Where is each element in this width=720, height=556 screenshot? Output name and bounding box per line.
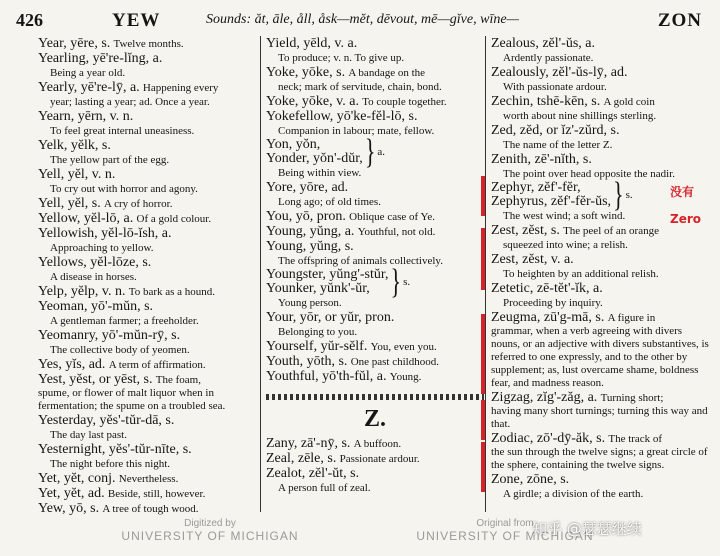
definition-continued: spume, or flower of malt liquor when in fermentation; the spume on a troubled sea. xyxy=(38,387,226,412)
dictionary-entry xyxy=(38,357,256,372)
dictionary-entry xyxy=(491,36,713,65)
dictionary-entry xyxy=(38,196,256,211)
headword: Yet, yĕt, conj. xyxy=(38,471,116,486)
dictionary-entry xyxy=(38,486,256,501)
watermark: 知乎 @瑟瑟继续 xyxy=(532,520,642,538)
headword: Yell, yĕl, s. xyxy=(38,196,101,211)
dictionary-entry xyxy=(491,152,713,181)
definition-continued: worth about nine shillings sterling. xyxy=(503,110,657,122)
dictionary-entry xyxy=(491,223,713,252)
headword: Year, yēre, s. xyxy=(38,36,111,51)
footer-left xyxy=(120,518,300,543)
definition: Happening every xyxy=(142,82,219,94)
dictionary-entry xyxy=(38,328,256,357)
definition: A gold coin xyxy=(603,96,655,108)
headword: Zechin, tshē-kēn, s. xyxy=(491,94,601,109)
footer-caption: Digitized by xyxy=(184,518,236,529)
dictionary-entry xyxy=(38,442,256,471)
headword: Youth, yōth, s. xyxy=(266,354,348,369)
definition-continued: Approaching to yellow. xyxy=(50,242,154,254)
headword: Yesterday, yĕs'-tŭr-dā, s. xyxy=(38,413,175,428)
headword: Zealously, zĕl'-ŭs-lȳ, ad. xyxy=(491,65,628,80)
definition-continued: year; lasting a year; ad. Once a year. xyxy=(50,96,210,108)
headword: Yet, yĕt, ad. xyxy=(38,486,105,501)
definition-continued: The yellow part of the egg. xyxy=(50,154,170,166)
definition: A tree of tough wood. xyxy=(102,503,199,515)
definition: The peel of an orange xyxy=(563,225,659,237)
headword: Zodiac, zō'-dȳ-ăk, s. xyxy=(491,431,606,446)
headword: Zany, zā'-nȳ, s. xyxy=(266,436,351,451)
headword: Yearn, yērn, v. n. xyxy=(38,109,134,124)
definition-continued: A girdle; a division of the earth. xyxy=(503,488,644,500)
definition-continued: The night before this night. xyxy=(50,458,171,470)
column-one xyxy=(38,36,256,516)
definition: A term of affirmation. xyxy=(108,359,206,371)
section-divider xyxy=(266,394,484,400)
headword: Yellow, yĕl-lō, a. xyxy=(38,211,134,226)
dictionary-entry xyxy=(491,94,713,123)
headword: Yeoman, yō'-mŭn, s. xyxy=(38,299,154,314)
headword: Yourself, yŭr-sĕlf. xyxy=(266,339,368,354)
headword: Zealous, zĕl'-ŭs, a. xyxy=(491,36,595,51)
headword: Zigzag, zĭg'-zăg, a. xyxy=(491,390,598,405)
definition: A cry of horror. xyxy=(104,198,173,210)
headword: Yield, yēld, v. a. xyxy=(266,36,358,51)
dictionary-entry xyxy=(266,94,484,109)
definition: Young. xyxy=(389,371,422,383)
definition-continued: neck; mark of servitude, chain, bond. xyxy=(278,81,442,93)
headword: Yearly, yē're-lȳ, a. xyxy=(38,80,140,95)
headword: Yelk, yĕlk, s. xyxy=(38,138,111,153)
definition-continued: The day last past. xyxy=(50,429,127,441)
dictionary-entry xyxy=(38,226,256,255)
headword: Zeal, zēle, s. xyxy=(266,451,337,466)
definition-continued: The offspring of animals collectively. xyxy=(278,255,443,267)
dictionary-entry xyxy=(266,310,484,339)
headword: Yokefellow, yō'ke-fĕl-lō, s. xyxy=(266,109,418,124)
headword: Yes, yĭs, ad. xyxy=(38,357,106,372)
annotation-label: Zero xyxy=(670,212,702,226)
definition: Young person. xyxy=(278,297,342,309)
brace: } xyxy=(390,261,402,302)
definition: Twelve months. xyxy=(113,38,184,50)
definition-continued: the sun through the twelve signs; a great circle of the sphere, containing the twelve signs. xyxy=(491,446,708,471)
definition: The foam, xyxy=(155,374,201,386)
headword: Yore, yōre, ad. xyxy=(266,180,349,195)
dictionary-entry xyxy=(266,65,484,94)
part-of-speech: s. xyxy=(625,189,633,201)
definition-continued: Ardently passionate. xyxy=(503,52,594,64)
pronunciation-key: Sounds: ăt, āle, åll, åsk—mĕt, dēvout, mē—gĭve, wīne— xyxy=(206,12,520,27)
right-guide-word: ZON xyxy=(657,10,702,31)
definition-continued: Proceeding by inquiry. xyxy=(503,297,603,309)
dictionary-entry xyxy=(491,310,713,390)
headword: Yellows, yĕl-lōze, s. xyxy=(38,255,152,270)
definition: Oblique case of Ye. xyxy=(349,211,435,223)
definition-continued: having many short turnings; turning this way and that. xyxy=(491,405,708,430)
footer-caption: Original from xyxy=(476,518,534,529)
definition-continued: A gentleman farmer; a freeholder. xyxy=(50,315,199,327)
definition: To bark as a hound. xyxy=(128,286,216,298)
dictionary-entry xyxy=(266,466,484,495)
dictionary-entry xyxy=(38,80,256,109)
headword: Yoke, yōke, v. a. xyxy=(266,94,359,109)
part-of-speech: a. xyxy=(377,146,386,158)
headword: Young, yŭng, a. xyxy=(266,224,355,239)
headword: Zetetic, zē-tĕt'-ĭk, a. xyxy=(491,281,603,296)
definition-continued: Companion in labour; mate, fellow. xyxy=(278,125,435,137)
definition-continued: To heighten by an additional relish. xyxy=(503,268,659,280)
headword: You, yō, pron. xyxy=(266,209,346,224)
dictionary-entry xyxy=(266,339,484,354)
headword: Zed, zĕd, or ĭz'-zŭrd, s. xyxy=(491,123,620,138)
dictionary-entry xyxy=(38,471,256,486)
definition-continued: The name of the letter Z. xyxy=(503,139,613,151)
headword: Yest, yĕst, or yēst, s. xyxy=(38,372,153,387)
dictionary-entry xyxy=(491,390,713,431)
dictionary-entry xyxy=(38,372,256,413)
page-number: 426 xyxy=(16,10,43,30)
definition: Turning short; xyxy=(600,392,664,404)
dictionary-entry xyxy=(38,284,256,299)
dictionary-entry xyxy=(38,211,256,226)
dictionary-entry xyxy=(38,501,256,516)
headword: Younker, yŭnk'-ŭr, xyxy=(266,281,370,296)
highlight-bar-zodiac xyxy=(481,442,485,492)
definition: Being within view. xyxy=(278,167,362,179)
definition-continued: grammar, when a verb agreeing with divers nouns, or an adjective with divers substantives, is referred to one expressly, and to the other by supplement; as, lust overcame shame, boldness fear, and madness reason. xyxy=(491,325,709,389)
dictionary-entry xyxy=(38,109,256,138)
highlight-bar-zest xyxy=(481,228,485,290)
dictionary-entry xyxy=(38,36,256,51)
section-letter: Z. xyxy=(363,406,386,432)
left-guide-word: YEW xyxy=(112,10,161,31)
headword: Zephyr, zĕf'-fĕr, xyxy=(491,180,581,195)
definition: Nevertheless. xyxy=(118,473,179,485)
dictionary-entry xyxy=(38,167,256,196)
annotation-label: 没有 xyxy=(670,185,695,199)
dictionary-entry xyxy=(38,255,256,284)
dictionary-entry xyxy=(266,369,484,384)
headword: Yearling, yē're-lĭng, a. xyxy=(38,51,163,66)
dictionary-entry xyxy=(266,36,484,65)
dictionary-entry xyxy=(266,180,484,209)
headword: Youthful, yō'th-fŭl, a. xyxy=(266,369,387,384)
highlight-bar-zigzag xyxy=(481,400,485,440)
dictionary-entry xyxy=(266,436,484,451)
dictionary-entry xyxy=(38,413,256,442)
headword: Yon, yŏn, xyxy=(266,137,321,152)
definition: Youthful, not old. xyxy=(357,226,436,238)
column-three xyxy=(491,36,713,501)
footer-institution: UNIVERSITY OF MICHIGAN xyxy=(121,529,299,543)
definition-continued: To feel great internal uneasiness. xyxy=(50,125,195,137)
headword: Yellowish, yĕl-lō-ĭsh, a. xyxy=(38,226,172,241)
definition: To couple together. xyxy=(362,96,447,108)
dictionary-entry xyxy=(491,65,713,94)
dictionary-entry xyxy=(491,472,713,501)
definition-continued: Belonging to you. xyxy=(278,326,358,338)
dictionary-entry xyxy=(266,224,484,239)
dictionary-entry xyxy=(266,209,484,224)
headword: Zealot, zĕl'-ŭt, s. xyxy=(266,466,360,481)
headword: Zenith, zē'-nĭth, s. xyxy=(491,152,592,167)
headword: Zone, zōne, s. xyxy=(491,472,570,487)
definition: A buffoon. xyxy=(353,438,402,450)
brace: } xyxy=(613,174,624,215)
dictionary-entry xyxy=(491,123,713,152)
headword: Yoke, yōke, s. xyxy=(266,65,346,80)
dictionary-entry xyxy=(266,354,484,369)
highlight-bar-zeugma xyxy=(481,314,485,394)
page-header xyxy=(16,10,708,36)
headword: Zephyrus, zĕf'-fĕr-ŭs, xyxy=(491,194,612,209)
definition: The west wind; a soft wind. xyxy=(503,210,626,222)
column-divider-right xyxy=(485,36,486,512)
definition: The track of xyxy=(608,433,663,445)
headword: Yew, yō, s. xyxy=(38,501,100,516)
definition-continued: The collective body of yeomen. xyxy=(50,344,190,356)
definition-continued: A person full of zeal. xyxy=(278,482,371,494)
definition-continued: To produce; v. n. To give up. xyxy=(278,52,405,64)
definition-continued: A disease in horses. xyxy=(50,271,137,283)
dictionary-entry xyxy=(38,138,256,167)
footer-institution: UNIVERSITY OF MICHIGAN xyxy=(416,529,594,543)
definition: A figure in xyxy=(607,312,656,324)
definition: Of a gold colour. xyxy=(136,213,212,225)
headword: Yeomanry, yō'-mŭn-rȳ, s. xyxy=(38,328,181,343)
dictionary-entry xyxy=(491,252,713,281)
headword: Yesternight, yĕs'-tŭr-nīte, s. xyxy=(38,442,192,457)
headword: Zest, zĕst, v. a. xyxy=(491,252,574,267)
dictionary-entry xyxy=(491,431,713,472)
highlight-bar-zephyr xyxy=(481,176,485,216)
definition-continued: To cry out with horror and agony. xyxy=(50,183,198,195)
part-of-speech: s. xyxy=(403,276,411,288)
headword: Zeugma, zū'g-mā, s. xyxy=(491,310,605,325)
brace: } xyxy=(364,131,376,172)
headword: Yonder, yŏn'-dŭr, xyxy=(266,151,363,166)
definition-continued: Being a year old. xyxy=(50,67,126,79)
column-divider-left xyxy=(260,36,261,512)
definition-continued: The point over head opposite the nadir. xyxy=(503,168,675,180)
headword: Your, yōr, or yŭr, pron. xyxy=(266,310,395,325)
dictionary-entry xyxy=(491,281,713,310)
definition: You, even you. xyxy=(370,341,437,353)
headword: Yelp, yĕlp, v. n. xyxy=(38,284,126,299)
definition-continued: Long ago; of old times. xyxy=(278,196,381,208)
headword: Young, yŭng, s. xyxy=(266,239,354,254)
dictionary-entry xyxy=(38,51,256,80)
definition: One past childhood. xyxy=(350,356,439,368)
column-two xyxy=(266,36,484,495)
definition-continued: squeezed into wine; a relish. xyxy=(503,239,628,251)
dictionary-entry xyxy=(266,451,484,466)
headword: Zest, zĕst, s. xyxy=(491,223,560,238)
definition: Passionate ardour. xyxy=(339,453,420,465)
definition: Beside, still, however. xyxy=(107,488,206,500)
dictionary-entry xyxy=(266,239,484,268)
headword: Yell, yĕl, v. n. xyxy=(38,167,116,182)
definition-continued: With passionate ardour. xyxy=(503,81,607,93)
dictionary-entry xyxy=(38,299,256,328)
definition: A bandage on the xyxy=(348,67,426,79)
headword: Youngster, yŭng'-stŭr, xyxy=(266,267,389,282)
